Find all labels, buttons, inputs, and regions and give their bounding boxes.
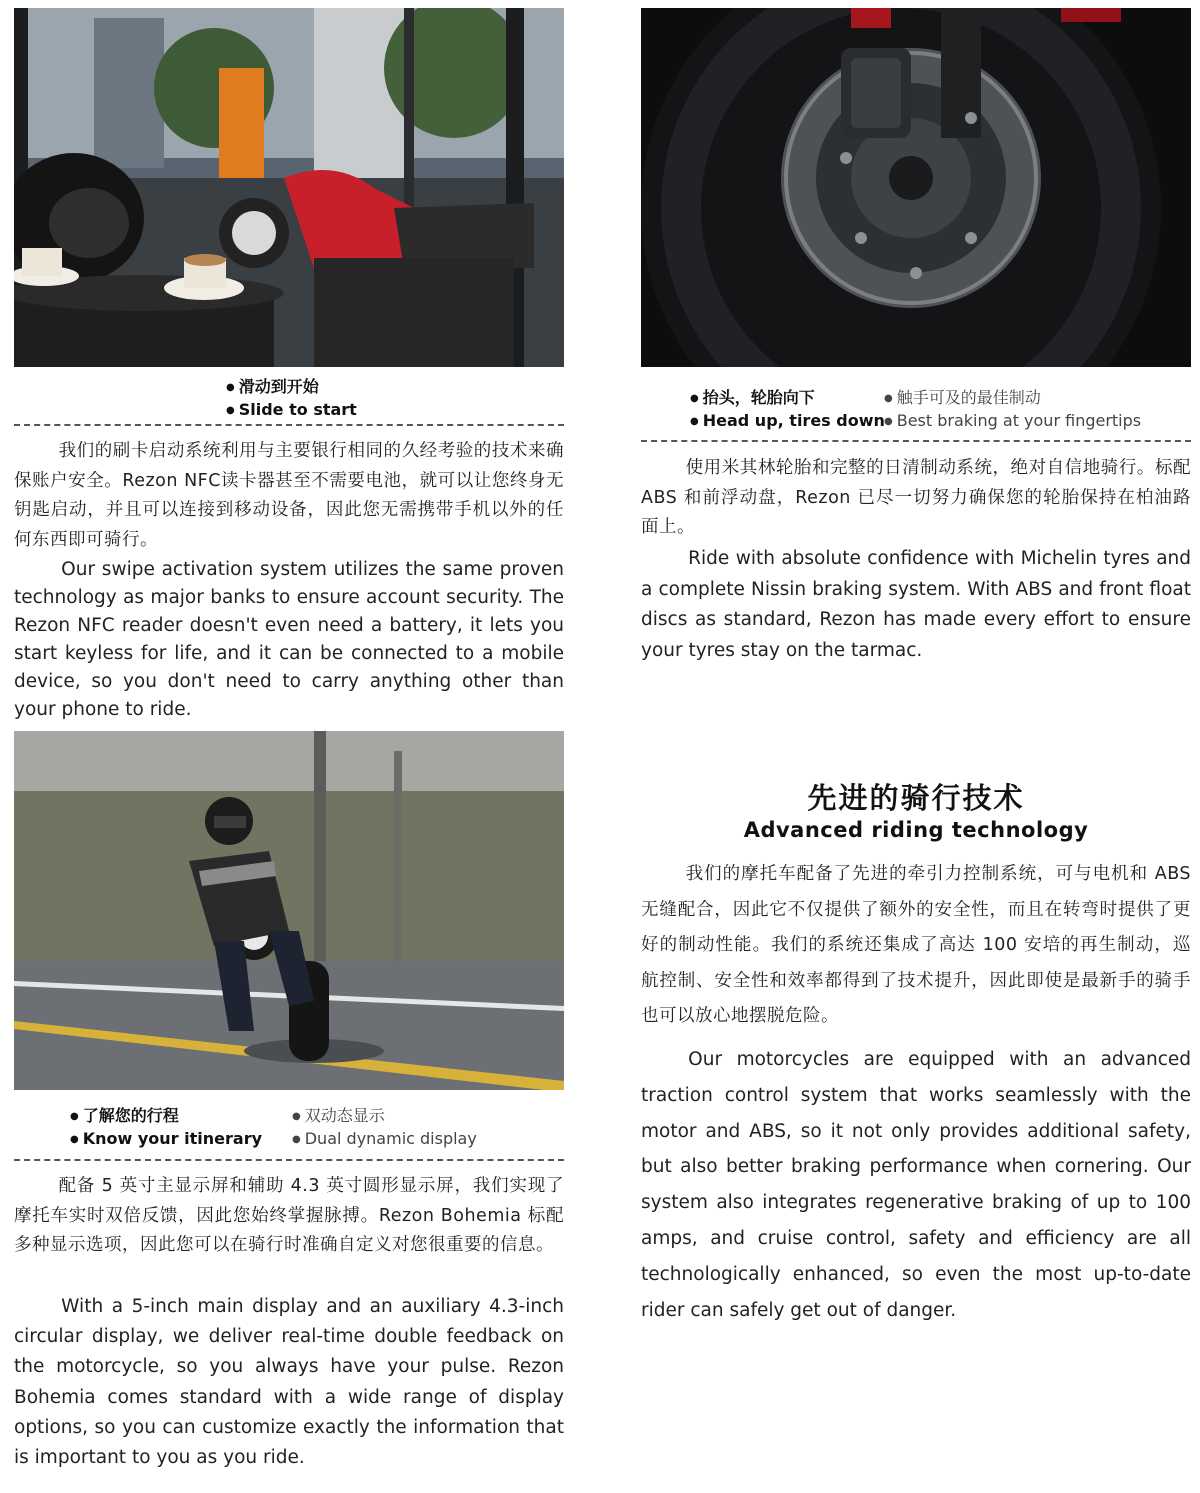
braking-en: Ride with absolute confidence with Michelin tyres and a complete Nissin braking system. With ABS and front float discs as standard, Rezon has made every effort to ensure your tyres stay on the tarmac. xyxy=(641,548,1191,661)
caption-dual-display xyxy=(292,1106,477,1152)
braking-zh: 使用米其林轮胎和完整的日清制动系统，绝对自信地骑行。标配 ABS 和前浮动盘，Rezon 已尽一切努力确保您的轮胎保持在柏油路面上。 xyxy=(641,458,1191,537)
display-zh: 配备 5 英寸主显示屏和辅助 4.3 英寸圆形显示屏，我们实现了摩托车实时双倍反馈，因此您始终掌握脉搏。Rezon Bohemia 标配多种显示选项，因此您可以在骑行时准确自定义对您很重要的信息。 xyxy=(14,1176,564,1255)
riding-tech-en: Our motorcycles are equipped with an advanced traction control system that works seamlessly with the motor and ABS, so it not only provides additional safety, but also better braking performance when cornering. Our system also integrates regenerative braking of up to 100 amps, and cruise control, safety and efficiency are all technologically enhanced, so even the most up-to-date rider can safely get out of danger. xyxy=(641,1049,1191,1321)
section-heading-en: Advanced riding technology xyxy=(743,818,1089,842)
caption-zh: ● 滑动到开始 xyxy=(226,377,357,400)
divider xyxy=(641,440,1191,442)
rider-road-photo xyxy=(14,731,564,1090)
display-en: With a 5-inch main display and an auxiliary 4.3-inch circular display, we deliver real-time double feedback on the motorcycle, so you always have your pulse. Rezon Bohemia comes standard with a wide range of display options, so you can customize exactly the information that is important to you as you ride. xyxy=(14,1296,564,1469)
cafe-motorcycle-photo xyxy=(14,8,564,367)
brake-disc-photo xyxy=(641,8,1191,367)
swipe-activation-en: Our swipe activation system utilizes the same proven technology as major banks to ensure account security. The Rezon NFC reader doesn't even need a battery, it lets you start keyless for life, and it can be connected to a mobile device, so you don't need to carry anything other than your phone to ride. xyxy=(14,559,564,720)
caption-zh: ● 了解您的行程 xyxy=(70,1106,262,1129)
caption-en: ● Head up, tires down xyxy=(690,411,885,434)
divider xyxy=(14,424,564,426)
caption-slide-to-start xyxy=(226,377,357,423)
caption-head-up xyxy=(690,388,885,434)
caption-en: ● Best braking at your fingertips xyxy=(884,411,1141,434)
caption-en: ● Slide to start xyxy=(226,400,357,423)
riding-tech-zh: 我们的摩托车配备了先进的牵引力控制系统，可与电机和 ABS 无缝配合，因此它不仅提供了额外的安全性，而且在转弯时提供了更好的制动性能。我们的系统还集成了高达 100 安培的再生制动，巡航控制、安全性和效率都得到了技术提升，因此即使是最新手的骑手也可以放心地摆脱危险。 xyxy=(641,864,1191,1026)
caption-zh: ● 双动态显示 xyxy=(292,1106,477,1129)
section-heading-zh: 先进的骑行技术 xyxy=(807,781,1025,815)
swipe-activation-zh: 我们的刷卡启动系统利用与主要银行相同的久经考验的技术来确保账户安全。Rezon NFC读卡器甚至不需要电池，就可以让您终身无钥匙启动，并且可以连接到移动设备，因此您无需携带手机以外的任何东西即可骑行。 xyxy=(14,441,564,550)
caption-know-itinerary xyxy=(70,1106,262,1152)
divider xyxy=(14,1159,564,1161)
caption-en: ● Dual dynamic display xyxy=(292,1129,477,1152)
caption-zh: ● 抬头，轮胎向下 xyxy=(690,388,885,411)
caption-best-braking xyxy=(884,388,1141,434)
caption-en: ● Know your itinerary xyxy=(70,1129,262,1152)
caption-zh: ● 触手可及的最佳制动 xyxy=(884,388,1141,411)
